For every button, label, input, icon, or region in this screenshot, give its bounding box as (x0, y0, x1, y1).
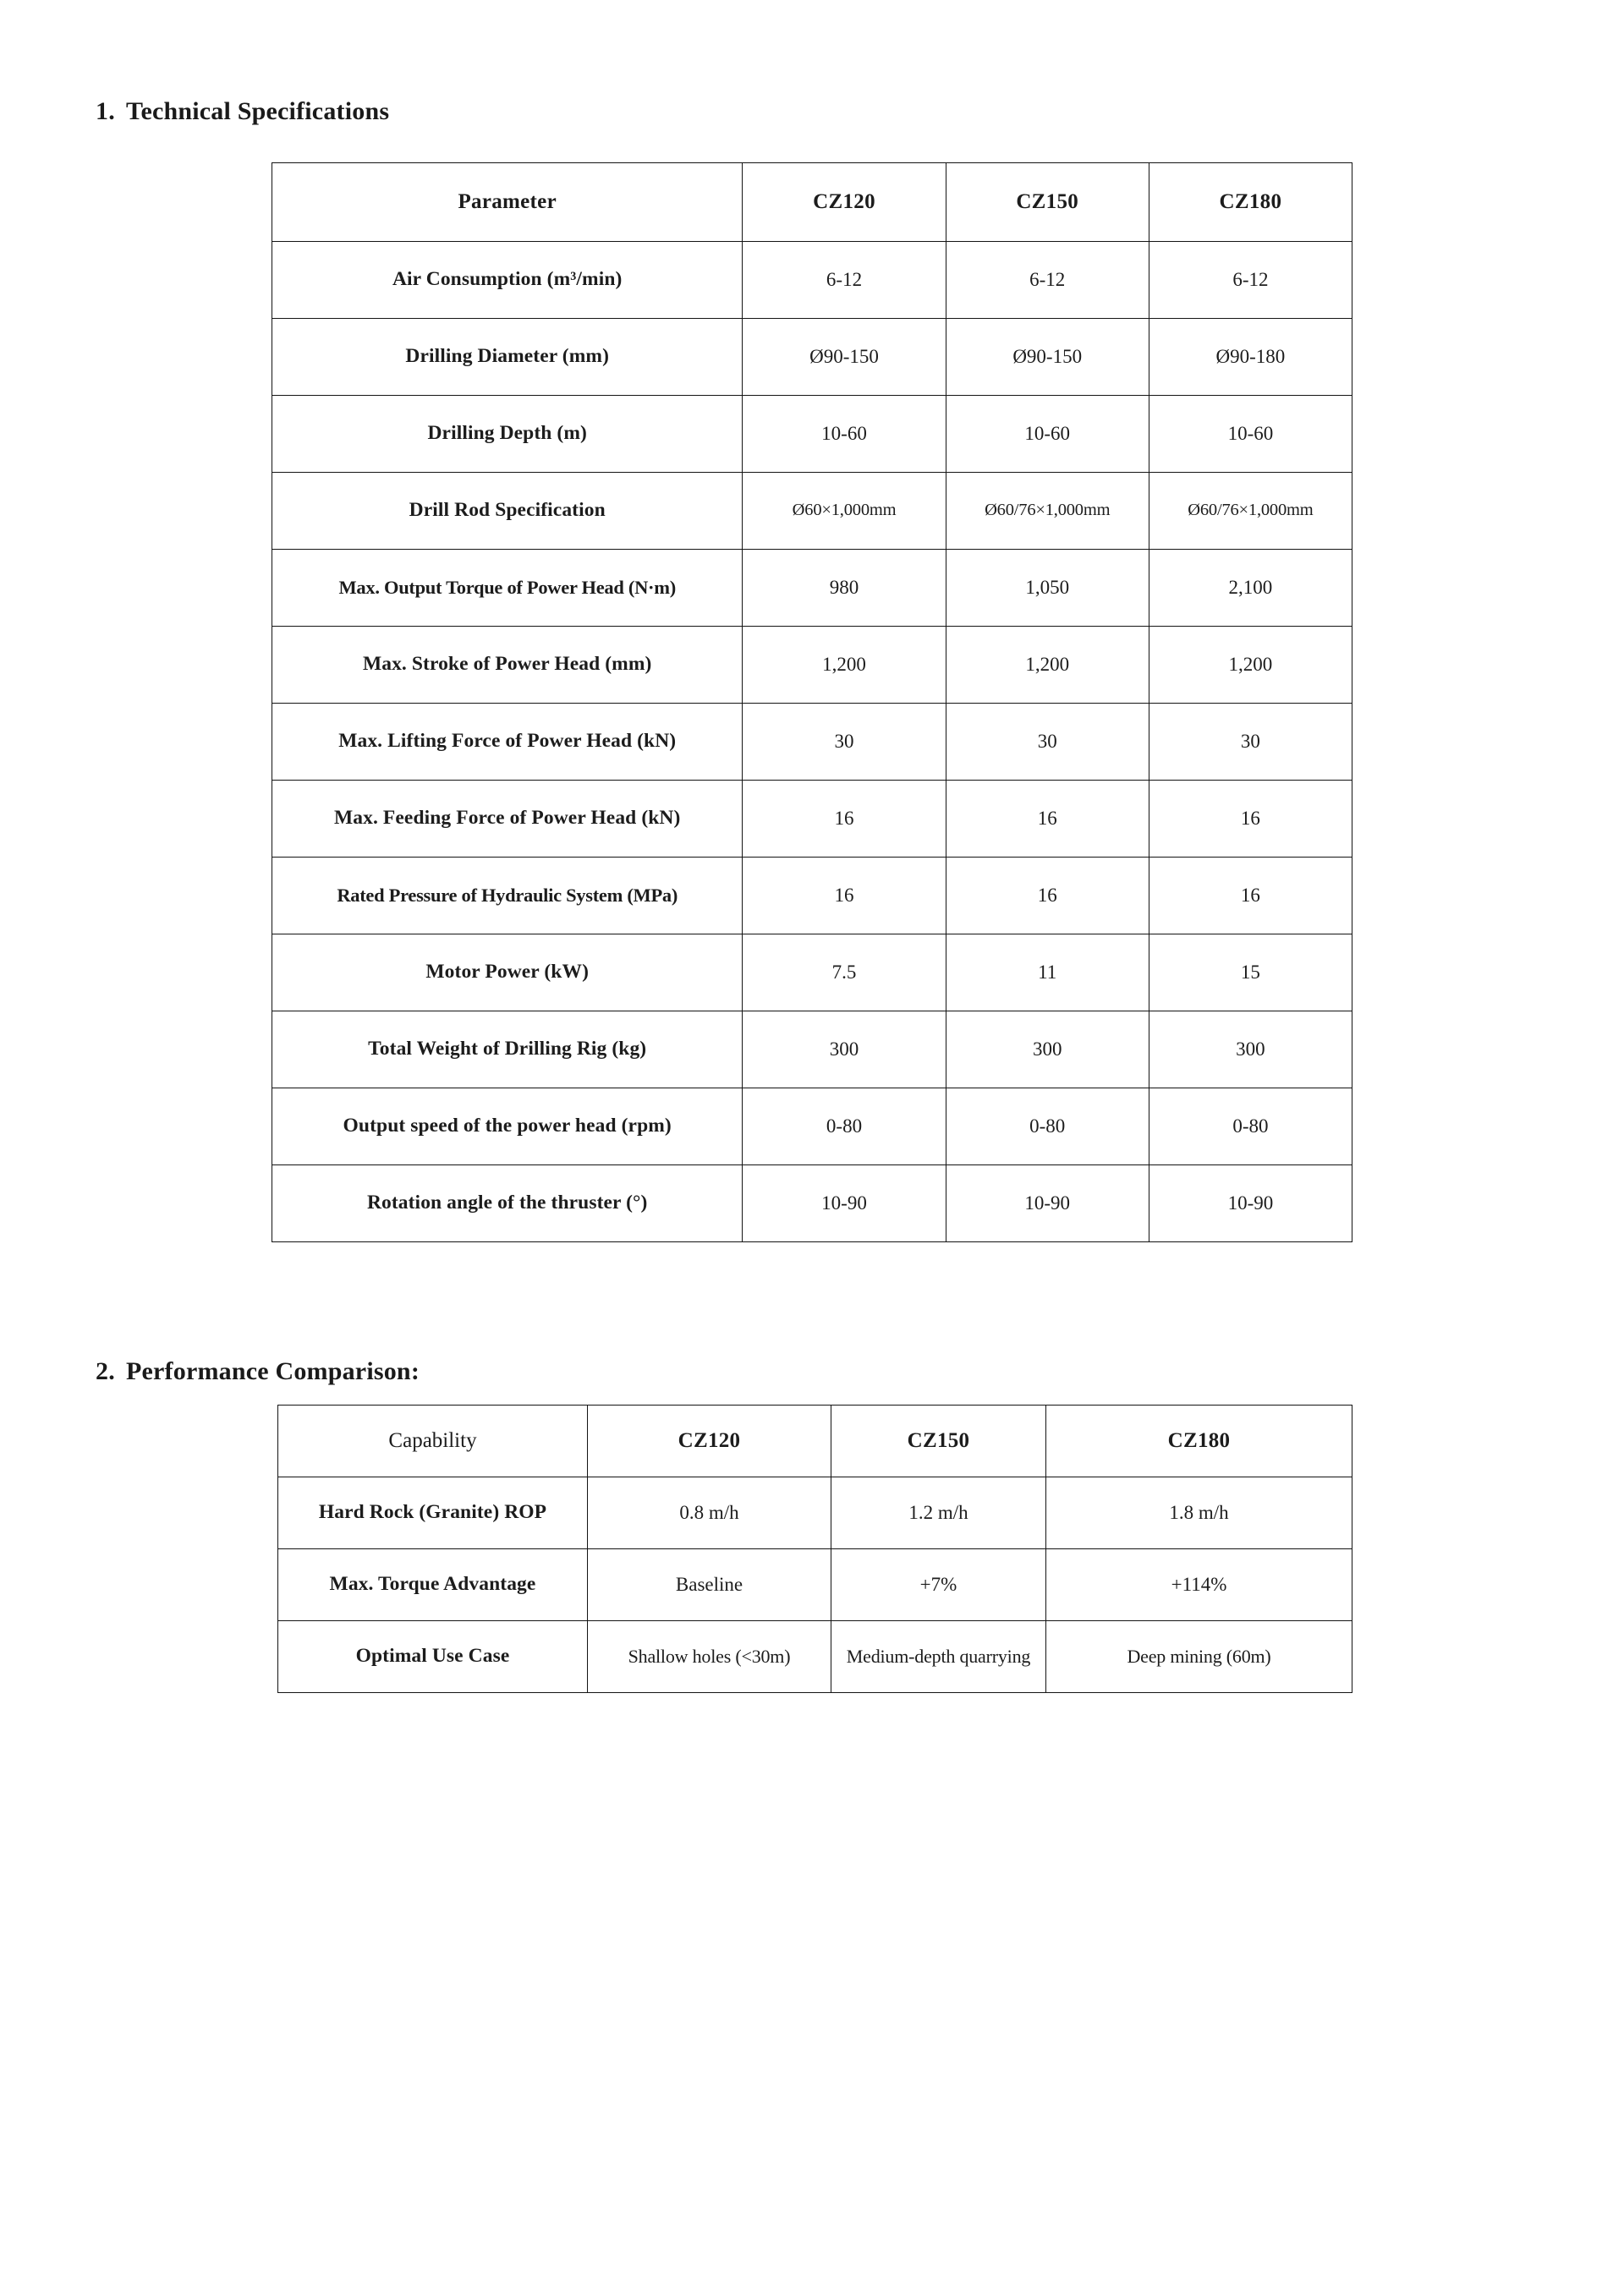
cell-value: 1.8 m/h (1046, 1477, 1352, 1549)
cell-value: 16 (946, 858, 1149, 934)
cell-value: 16 (1149, 858, 1352, 934)
row-label: Output speed of the power head (rpm) (272, 1088, 743, 1165)
row-label: Drilling Depth (m) (272, 396, 743, 473)
cell-value: +7% (831, 1549, 1046, 1621)
row-label: Max. Torque Advantage (278, 1549, 588, 1621)
row-label: Max. Lifting Force of Power Head (kN) (272, 704, 743, 781)
table-row (272, 627, 1352, 704)
cell-value: 10-90 (743, 1165, 946, 1242)
table-row (272, 934, 1352, 1011)
table-row (278, 1621, 1352, 1693)
table-row (272, 396, 1352, 473)
cell-value: 7.5 (743, 934, 946, 1011)
cell-value: 11 (946, 934, 1149, 1011)
cell-value: 1,050 (946, 550, 1149, 627)
cell-value: 16 (946, 781, 1149, 858)
section-heading-technical-specifications (96, 97, 389, 126)
cell-value: +114% (1046, 1549, 1352, 1621)
table-header-row (278, 1406, 1352, 1477)
cell-value: 30 (1149, 704, 1352, 781)
column-header-cz120: CZ120 (743, 163, 946, 242)
cell-value: 10-60 (946, 396, 1149, 473)
cell-value: Medium-depth quarrying (831, 1621, 1046, 1693)
cell-value: 0.8 m/h (588, 1477, 831, 1549)
column-header-parameter: Parameter (272, 163, 743, 242)
table-row (272, 781, 1352, 858)
table-row (278, 1549, 1352, 1621)
table-row (272, 473, 1352, 550)
row-label: Optimal Use Case (278, 1621, 588, 1693)
table-row (272, 550, 1352, 627)
cell-value: 1,200 (946, 627, 1149, 704)
performance-comparison-table (277, 1405, 1352, 1693)
table-row (272, 1165, 1352, 1242)
cell-value: 300 (1149, 1011, 1352, 1088)
table-header-row (272, 163, 1352, 242)
cell-value: 10-90 (946, 1165, 1149, 1242)
cell-value: Deep mining (60m) (1046, 1621, 1352, 1693)
cell-value: 1,200 (743, 627, 946, 704)
column-header-cz180: CZ180 (1149, 163, 1352, 242)
row-label: Max. Stroke of Power Head (mm) (272, 627, 743, 704)
cell-value: 1,200 (1149, 627, 1352, 704)
row-label: Drilling Diameter (mm) (272, 319, 743, 396)
cell-value: 10-60 (743, 396, 946, 473)
cell-value: 10-60 (1149, 396, 1352, 473)
cell-value: 0-80 (946, 1088, 1149, 1165)
cell-value: Ø60×1,000mm (743, 473, 946, 550)
column-header-cz120: CZ120 (588, 1406, 831, 1477)
cell-value: Ø60/76×1,000mm (1149, 473, 1352, 550)
table-row (272, 242, 1352, 319)
cell-value: 1.2 m/h (831, 1477, 1046, 1549)
cell-value: 16 (743, 858, 946, 934)
row-label: Total Weight of Drilling Rig (kg) (272, 1011, 743, 1088)
row-label: Drill Rod Specification (272, 473, 743, 550)
section-title: Technical Specifications (126, 97, 390, 125)
cell-value: 6-12 (1149, 242, 1352, 319)
cell-value: Shallow holes (<30m) (588, 1621, 831, 1693)
cell-value: 980 (743, 550, 946, 627)
column-header-cz180: CZ180 (1046, 1406, 1352, 1477)
cell-value: 300 (946, 1011, 1149, 1088)
table-row (272, 704, 1352, 781)
cell-value: 16 (743, 781, 946, 858)
cell-value: 6-12 (743, 242, 946, 319)
section-title: Performance Comparison: (126, 1357, 420, 1385)
cell-value: 0-80 (1149, 1088, 1352, 1165)
column-header-cz150: CZ150 (831, 1406, 1046, 1477)
cell-value: 15 (1149, 934, 1352, 1011)
section-number: 1. (96, 97, 115, 125)
cell-value: 6-12 (946, 242, 1149, 319)
cell-value: Ø90-180 (1149, 319, 1352, 396)
cell-value: Baseline (588, 1549, 831, 1621)
cell-value: 30 (946, 704, 1149, 781)
table-row (278, 1477, 1352, 1549)
row-label: Air Consumption (m³/min) (272, 242, 743, 319)
row-label: Motor Power (kW) (272, 934, 743, 1011)
table-row (272, 319, 1352, 396)
row-label: Max. Feeding Force of Power Head (kN) (272, 781, 743, 858)
cell-value: 10-90 (1149, 1165, 1352, 1242)
column-header-cz150: CZ150 (946, 163, 1149, 242)
row-label: Rotation angle of the thruster (°) (272, 1165, 743, 1242)
table-row (272, 1088, 1352, 1165)
cell-value: Ø90-150 (743, 319, 946, 396)
cell-value: 30 (743, 704, 946, 781)
table-row (272, 858, 1352, 934)
cell-value: Ø90-150 (946, 319, 1149, 396)
row-label: Rated Pressure of Hydraulic System (MPa) (272, 858, 743, 934)
row-label: Max. Output Torque of Power Head (N·m) (272, 550, 743, 627)
technical-specifications-table (272, 162, 1352, 1242)
cell-value: 0-80 (743, 1088, 946, 1165)
row-label: Hard Rock (Granite) ROP (278, 1477, 588, 1549)
cell-value: Ø60/76×1,000mm (946, 473, 1149, 550)
section-heading-performance-comparison (96, 1357, 420, 1386)
column-header-capability: Capability (278, 1406, 588, 1477)
cell-value: 2,100 (1149, 550, 1352, 627)
section-number: 2. (96, 1357, 115, 1385)
table-row (272, 1011, 1352, 1088)
cell-value: 16 (1149, 781, 1352, 858)
cell-value: 300 (743, 1011, 946, 1088)
